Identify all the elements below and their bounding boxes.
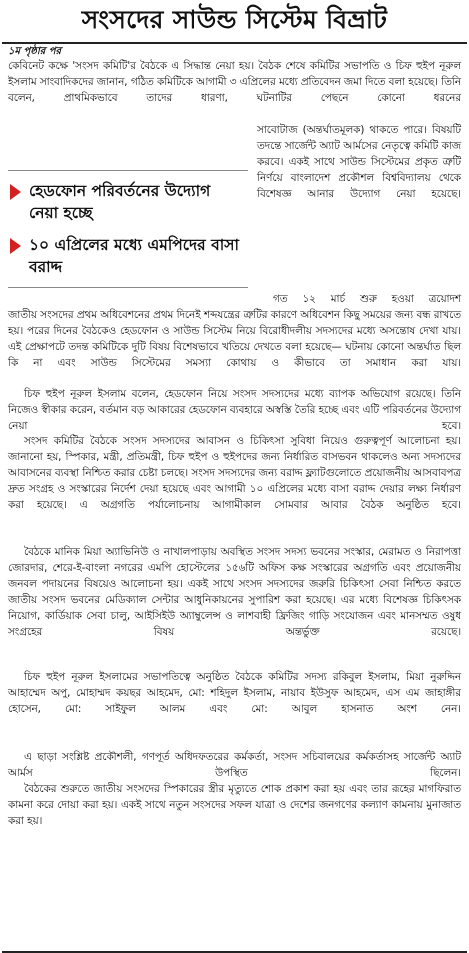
red-triangle-icon — [10, 184, 21, 200]
callout-item — [10, 180, 239, 224]
page-title: সংসদের সাউন্ড সিস্টেম বিভ্রাট — [81, 4, 388, 34]
paragraph-3: চিফ হুইপ নূরুল ইসলাম বলেন, হেডফোন নিয়ে সংসদ সদস্যদের মধ্যে ব্যাপক অভিযোগ রয়েছে। তিনি নিজেও স্বীকার করেন, বর্তমান বড় আকারের হেডফোন ব্যবহারে অস্বস্তি তৈরি হচ্ছে এবং এটি পরিবর্তনের উদ্যোগ নেয়া হবে। — [8, 388, 461, 432]
red-triangle-icon — [10, 238, 21, 254]
callout-item-label: ১০ এপ্রিলের মধ্যে এমপিদের বাসা বরাদ্দ — [29, 236, 239, 276]
callout-item-label: হেডফোন পরিবর্তনের উদ্যোগ নেয়া হচ্ছে — [29, 182, 211, 222]
callout-divider-bottom — [8, 287, 248, 288]
paragraph-5: বৈঠকে মানিক মিয়া অ্যাভিনিউ ও নাখালপাড়ায় অবস্থিত সংসদ সদস্য ভবনের সংস্কার, মেরামত ও নিরাপত্তা জোরদার, শেরে-ই-বাংলা নগরের এমপি হোস্টেলের ১৫৬টি অফিস কক্ষ সংস্কারের অগ্রগতি এবং প্রয়োজনীয় জনবল পদায়নের বিষয়েও আলোচনা হয়। একই সাথে সংসদ সদস্যদের জরুরি চিকিৎসা সেবা নিশ্চিত করতে জাতীয় সংসদ ভবনের মেডিক্যাল সেন্টার আধুনিকায়নের সুপারিশ করা হয়েছে। এর মধ্যে বিশেষজ্ঞ চিকিৎসক নিয়োগ, কার্ডিয়াক সেবা চালু, আইসিইউ অ্যাম্বুলেন্স ও লাশবাহী ফ্রিজিং গাড়ি সংযোজন এবং মানসম্মত ওষুধ সংগ্রহের বিষয় অন্তর্ভুক্ত রয়েছে। — [8, 546, 461, 638]
paragraph-2-start: গত ১২ মার্চ শুরু হওয়া ত্রয়োদশ — [273, 293, 461, 305]
callout-divider-top — [8, 170, 248, 171]
continued-from-label: ১ম পৃষ্ঠার পর — [8, 46, 61, 57]
callout-item — [10, 234, 239, 278]
paragraph-6: চিফ হুইপ নূরুল ইসলামের সভাপতিত্বে অনুষ্ঠিত বৈঠকে কমিটির সদস্য রকিবুল ইসলাম, মিয়া নুরুদ্দিন আহাম্মেদ অপু, মোহাম্মদ কয়ছর আহমেদ, মো: শহিদুল ইসলাম, নায়াব ইউসুফ আহমেদ, এস এম জাহাঙ্গীর হোসেন, মো: সাইফুল আলম এবং মো: আবুল হাসনাত অংশ নেন। — [8, 671, 461, 715]
paragraph-8: বৈঠকের শুরুতে জাতীয় সংসদের স্পিকারের স্ত্রীর মৃত্যুতে শোক প্রকাশ করা হয় এবং তার রূহের মাগফিরাত কামনা করে দোয়া করা হয়। একই সাথে নতুন সংসদের সফল যাত্রা ও দেশের জনগণের কল্যাণ কামনায় মুনাজাত করা হয়। — [8, 783, 461, 827]
paragraph-1: কেবিনেট কক্ষে 'সংসদ কমিটি'র বৈঠকে এ সিদ্ধান্ত নেয়া হয়। বৈঠক শেষে কমিটির সভাপতি ও চিফ হুইপ নূরুল ইসলাম সাংবাদিকদের জানান, গঠিত কমিটিকে আগামী ৩ এপ্রিলের মধ্যে প্রতিবেদন জমা দিতে বলা হয়েছে। তিনি বলেন, প্রাথমিকভাবে তাদের ধারণা, ঘটনাটির পেছনে কোনো ধরনের — [8, 60, 461, 104]
paragraph-4: সংসদ কমিটির বৈঠকে সংসদ সদস্যদের আবাসন ও চিকিৎসা সুবিধা নিয়েও গুরুত্বপূর্ণ আলোচনা হয়। জানানো হয়, স্পিকার, মন্ত্রী, প্রতিমন্ত্রী, চিফ হুইপ ও হুইপদের জন্য নির্ধারিত বাসভবন থাকলেও অন্য সদস্যদের আবাসনের ব্যবস্থা নিশ্চিত করার চেষ্টা চলছে। সংসদ সদস্যদের জন্য বরাদ্দ ফ্ল্যাটগুলোতে প্রয়োজনীয় আসবাবপত্র দ্রুত সংগ্রহ ও সংস্কারের নির্দেশ দেয়া হয়েছে এবং আগামী ১০ এপ্রিলের মধ্যে বাসা বরাদ্দ দেয়ার লক্ষ্য নির্ধারণ করা হয়েছে। এ অগ্রগতি পর্যালোচনায় আগামীকাল সোমবার আবার বৈঠক অনুষ্ঠিত হবে। — [8, 435, 461, 511]
headline-divider — [2, 42, 467, 44]
paragraph-1-continued: সাবোটাজ (অন্তর্ঘাতমূলক) থাকতে পারে। বিষয়টি তদন্তে সার্জেন্ট অ্যাট আর্মসের নেতৃত্বে কমিটি কাজ করবে। একই সাথে সাউন্ড সিস্টেমের প্রকৃত ত্রুটি নির্ণয়ে বাংলাদেশ প্রকৌশল বিশ্ববিদ্যালয় থেকে বিশেষজ্ঞ আনার উদ্যোগ নেয়া হয়েছে। — [257, 124, 461, 200]
callout-box — [8, 170, 248, 288]
paragraph-7: এ ছাড়া সংশ্লিষ্ট প্রকৌশলী, গণপূর্ত অধিদফতরের কর্মকর্তা, সংসদ সচিবালয়ের কর্মকর্তাসহ সার্জেন্ট অ্যাট আর্মস উপস্থিত ছিলেন। — [8, 751, 461, 779]
paragraph-2: জাতীয় সংসদের প্রথম অধিবেশনের প্রথম দিনেই শব্দযন্ত্রের ত্রুটির কারণে অধিবেশন কিছু সময়ের জন্য বন্ধ রাখতে হয়। পরের দিনের বৈঠকেও হেডফোন ও সাউন্ড সিস্টেম নিয়ে বিরোধীদলীয় সদস্যদের মধ্যে অসন্তোষ দেখা যায়। এই প্রেক্ষাপটে তদন্ত কমিটিকে দুটি বিষয় বিশেষভাবে খতিয়ে দেখতে বলা হয়েছে— ঘটনায় কোনো অন্তর্ঘাত ছিল কি না এবং সাউন্ড সিস্টেমের সমস্যা কোথায় ও কীভাবে তা সমাধান করা যায়। — [8, 309, 461, 369]
